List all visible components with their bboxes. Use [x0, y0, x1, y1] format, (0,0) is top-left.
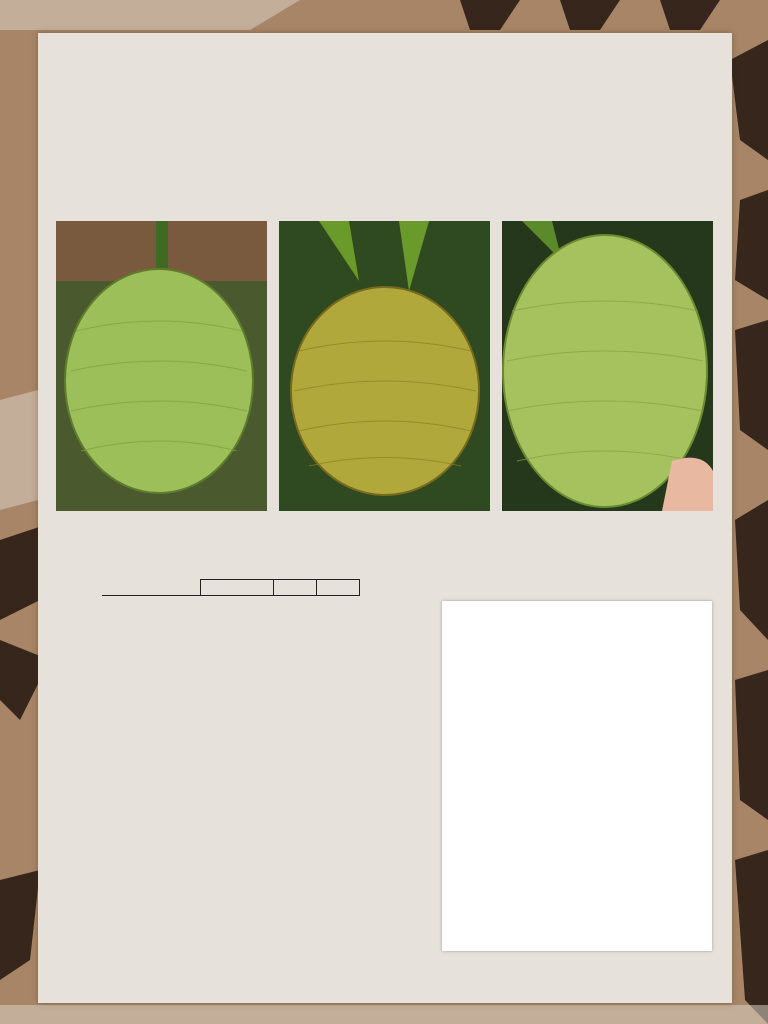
document-page: [38, 33, 732, 1003]
table-header-row: [102, 580, 360, 596]
table-header-breadfruit: [201, 580, 274, 596]
photo-maafala: [56, 221, 267, 511]
table-header-empty: [102, 580, 201, 596]
nutrition-table: [102, 579, 360, 596]
breadfruit-fruit: [65, 269, 253, 493]
nutrition-bar-chart: [442, 601, 712, 951]
photo-hawaiian-ulu: [279, 221, 490, 511]
table-header-white-rice: [317, 580, 360, 596]
photo-meinpadahk: [502, 221, 713, 511]
table-header-white-potato: [274, 580, 317, 596]
